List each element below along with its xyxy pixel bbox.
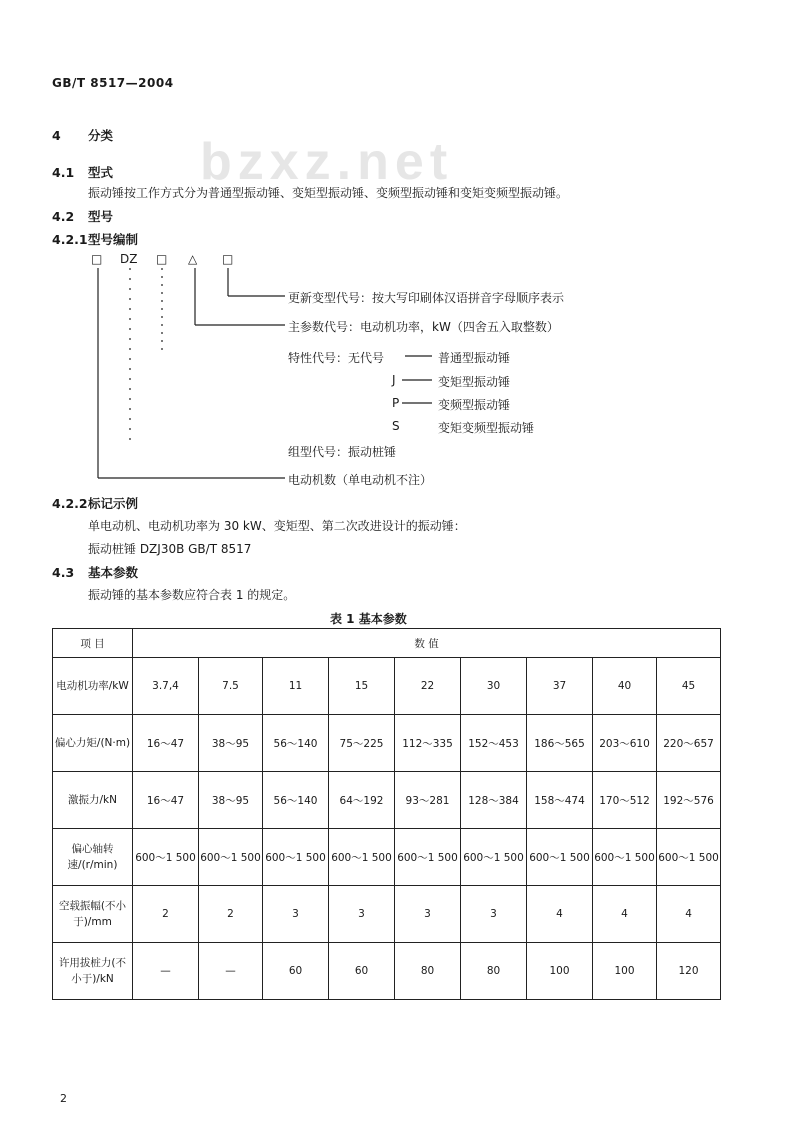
table-cell: 60 — [263, 943, 329, 1000]
page-number: 2 — [60, 1092, 67, 1105]
section-4-heading — [52, 126, 113, 144]
section-number: 4.1 — [52, 165, 75, 180]
section-title: 标记示例 — [88, 496, 139, 511]
table-cell: 30 — [461, 658, 527, 715]
section-4-2-heading — [52, 207, 113, 225]
section-number: 4.2 — [52, 209, 75, 224]
section-title: 型号 — [88, 209, 114, 224]
section-title: 型式 — [88, 165, 114, 180]
row-label: 偏心轴转速/(r/min) — [53, 829, 133, 886]
label-feature-code-title: 特性代号：无代号 — [288, 351, 385, 365]
table-cell: — — [133, 943, 199, 1000]
section-title: 型号编制 — [88, 232, 139, 247]
section-number: 4.2.2 — [52, 496, 88, 511]
table-row — [53, 772, 721, 829]
section-number: 4.2.1 — [52, 232, 88, 247]
label-feature-p: 变频型振动锤 — [438, 398, 511, 412]
table-cell: 80 — [395, 943, 461, 1000]
table-cell: 38～95 — [199, 772, 263, 829]
basic-parameters-table — [52, 628, 721, 1000]
table-cell: 2 — [199, 886, 263, 943]
row-label: 许用拔桩力(不小于)/kN — [53, 943, 133, 1000]
table-row — [53, 658, 721, 715]
table-cell: 4 — [593, 886, 657, 943]
table-header-row — [53, 629, 721, 658]
table-cell: 600～1 500 — [461, 829, 527, 886]
section-4-1-heading — [52, 163, 113, 181]
table-cell: 600～1 500 — [657, 829, 721, 886]
table-cell: 3 — [461, 886, 527, 943]
table-cell: 4 — [527, 886, 593, 943]
table-cell: 203～610 — [593, 715, 657, 772]
section-number: 4.3 — [52, 565, 75, 580]
table-cell: 56～140 — [263, 772, 329, 829]
table-cell: 4 — [657, 886, 721, 943]
table-cell: 38～95 — [199, 715, 263, 772]
table-cell: 170～512 — [593, 772, 657, 829]
table-cell: — — [199, 943, 263, 1000]
table-cell: 600～1 500 — [133, 829, 199, 886]
label-feature-p-code: P — [392, 396, 400, 410]
paragraph-4-3: 振动锤的基本参数应符合表 1 的规定。 — [88, 588, 296, 602]
table-cell: 100 — [593, 943, 657, 1000]
table-cell: 7.5 — [199, 658, 263, 715]
label-feature-s-code: S — [392, 419, 400, 433]
label-feature-j: 变矩型振动锤 — [438, 375, 511, 389]
code-box-feature: □ — [156, 252, 168, 266]
table-cell: 192～576 — [657, 772, 721, 829]
row-label: 激振力/kN — [53, 772, 133, 829]
table-cell: 112～335 — [395, 715, 461, 772]
table-cell: 152～453 — [461, 715, 527, 772]
label-group-code: 组型代号：振动桩锤 — [288, 445, 397, 459]
table-cell: 600～1 500 — [263, 829, 329, 886]
table-cell: 37 — [527, 658, 593, 715]
table-cell: 3.7,4 — [133, 658, 199, 715]
section-title: 基本参数 — [88, 565, 139, 580]
table-row — [53, 886, 721, 943]
table-cell: 3 — [263, 886, 329, 943]
table-cell: 56～140 — [263, 715, 329, 772]
section-4-2-1-heading — [52, 230, 138, 248]
table-row — [53, 829, 721, 886]
table-cell: 220～657 — [657, 715, 721, 772]
row-label: 偏心力矩/(N·m) — [53, 715, 133, 772]
paragraph-4-1: 振动锤按工作方式分为普通型振动锤、变矩型振动锤、变频型振动锤和变矩变频型振动锤。 — [88, 186, 569, 200]
table-cell: 600～1 500 — [329, 829, 395, 886]
table-cell: 2 — [133, 886, 199, 943]
code-group-dz: DZ — [120, 252, 138, 266]
table-cell: 11 — [263, 658, 329, 715]
table-cell: 100 — [527, 943, 593, 1000]
table-cell: 64～192 — [329, 772, 395, 829]
table-cell: 16～47 — [133, 715, 199, 772]
table-cell: 600～1 500 — [199, 829, 263, 886]
row-label: 空载振幅(不小于)/mm — [53, 886, 133, 943]
row-label: 电动机功率/kW — [53, 658, 133, 715]
label-feature-j-code: J — [392, 373, 396, 387]
table-cell: 22 — [395, 658, 461, 715]
table-caption: 表 1 基本参数 — [330, 612, 407, 626]
table-cell: 15 — [329, 658, 395, 715]
label-main-param-code: 主参数代号：电动机功率，kW（四舍五入取整数） — [288, 320, 559, 334]
table-cell: 600～1 500 — [593, 829, 657, 886]
label-feature-s: 变矩变频型振动锤 — [438, 421, 535, 435]
code-box-motors: □ — [91, 252, 103, 266]
watermark: bzxz.net — [200, 133, 454, 191]
table-cell: 93～281 — [395, 772, 461, 829]
label-feature-none: 普通型振动锤 — [438, 351, 511, 365]
table-cell: 3 — [329, 886, 395, 943]
section-4-2-2-heading — [52, 494, 138, 512]
table-row — [53, 715, 721, 772]
header-item: 项 目 — [53, 629, 133, 658]
header-value: 数 值 — [133, 629, 721, 658]
table-cell: 40 — [593, 658, 657, 715]
table-cell: 600～1 500 — [527, 829, 593, 886]
standard-code: GB/T 8517—2004 — [52, 76, 174, 90]
table-cell: 186～565 — [527, 715, 593, 772]
table-cell: 80 — [461, 943, 527, 1000]
label-update-code: 更新变型代号：按大写印刷体汉语拼音字母顺序表示 — [288, 291, 565, 305]
table-cell: 45 — [657, 658, 721, 715]
code-box-update: □ — [222, 252, 234, 266]
section-title: 分类 — [88, 128, 114, 143]
table-row — [53, 943, 721, 1000]
table-cell: 3 — [395, 886, 461, 943]
section-4-3-heading — [52, 563, 138, 581]
table-cell: 120 — [657, 943, 721, 1000]
label-motor-count: 电动机数（单电动机不注） — [288, 473, 433, 487]
table-cell: 60 — [329, 943, 395, 1000]
table-cell: 128～384 — [461, 772, 527, 829]
table-cell: 16～47 — [133, 772, 199, 829]
section-number: 4 — [52, 128, 61, 143]
code-triangle-main-param: △ — [188, 252, 198, 266]
example-line-2: 振动桩锤 DZJ30B GB/T 8517 — [88, 542, 252, 556]
table-cell: 158～474 — [527, 772, 593, 829]
table-cell: 75～225 — [329, 715, 395, 772]
example-line-1: 单电动机、电动机功率为 30 kW、变矩型、第二次改进设计的振动锤： — [88, 519, 466, 533]
table-cell: 600～1 500 — [395, 829, 461, 886]
